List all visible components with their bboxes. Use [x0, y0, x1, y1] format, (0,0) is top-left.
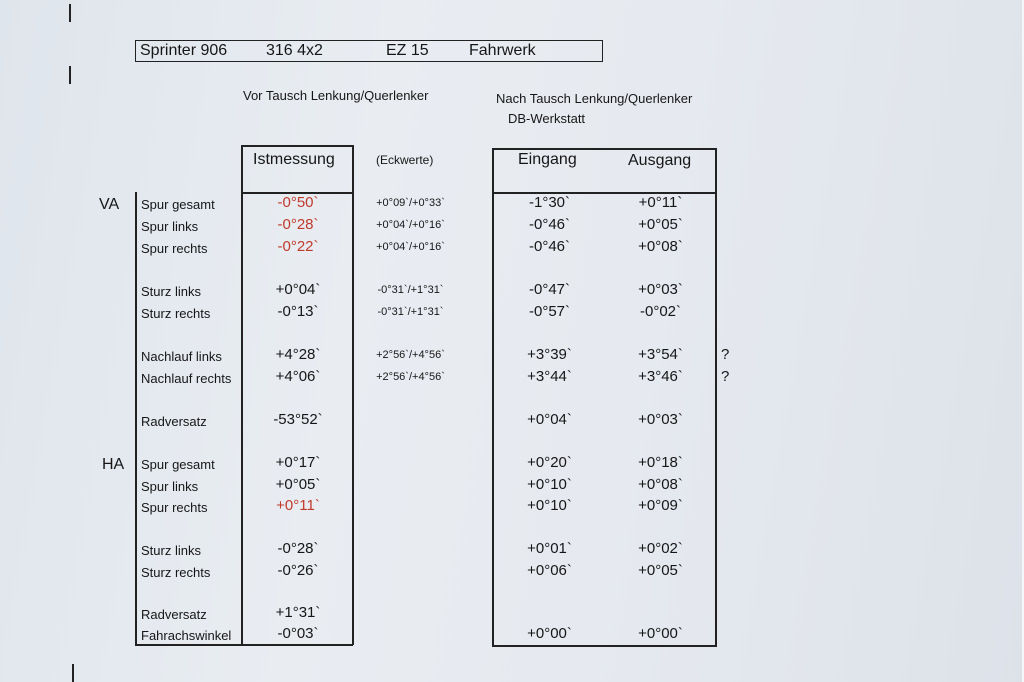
value-istmessung: -0°26`: [277, 562, 319, 579]
value-istmessung: -0°03`: [277, 625, 319, 642]
title-ez: EZ 15: [386, 42, 429, 59]
row-label: Spur links: [141, 219, 199, 234]
value-eingang: -0°47`: [528, 281, 570, 298]
value-eckwerte: +0°04`/+0°16`: [376, 219, 445, 231]
value-ausgang: +0°11`: [638, 194, 683, 211]
header-before: Vor Tausch Lenkung/Querlenker: [243, 88, 429, 103]
axle-front-label: VA: [99, 196, 120, 213]
row-label: Spur links: [141, 479, 199, 494]
column-ist: Istmessung: [253, 151, 335, 168]
title-topic: Fahrwerk: [469, 42, 536, 59]
value-eckwerte: -0°31`/+1°31`: [377, 284, 444, 296]
question-mark: ?: [721, 368, 730, 385]
margin-mark-bottom: [72, 664, 74, 682]
value-istmessung: +0°17`: [275, 454, 321, 471]
value-ausgang: +0°03`: [638, 411, 683, 428]
row-label: Sturz links: [141, 543, 201, 558]
value-eckwerte: -0°31`/+1°31`: [377, 306, 444, 318]
axle-rear-label: HA: [102, 456, 125, 473]
line-ist-left: [241, 145, 243, 645]
line-after-left: [492, 148, 494, 646]
column-ausgang: Ausgang: [628, 152, 692, 169]
value-istmessung: +4°28`: [275, 346, 321, 363]
row-label: Spur rechts: [141, 500, 208, 515]
value-eingang: +3°39`: [527, 346, 572, 363]
value-eingang: +0°06`: [527, 562, 572, 579]
value-istmessung: +1°31`: [275, 604, 321, 621]
column-eingang: Eingang: [518, 151, 577, 168]
row-label: Nachlauf links: [141, 349, 222, 364]
value-eingang: -0°46`: [528, 216, 570, 233]
value-eckwerte: +2°56`/+4°56`: [376, 349, 445, 361]
value-istmessung: +0°11`: [276, 497, 320, 514]
value-ausgang: +0°00`: [638, 625, 683, 642]
value-ausgang: +0°05`: [638, 562, 683, 579]
line-after-top: [492, 148, 717, 150]
value-eingang: +0°20`: [527, 454, 572, 471]
title-model: Sprinter 906: [140, 42, 228, 59]
value-ausgang: +0°08`: [638, 238, 683, 255]
value-istmessung: +4°06`: [275, 368, 321, 385]
row-label: Radversatz: [141, 414, 207, 429]
line-table-bottom: [135, 644, 353, 646]
value-istmessung: -53°52`: [273, 411, 323, 428]
line-after-right: [715, 148, 717, 646]
value-istmessung: -0°28`: [277, 216, 319, 233]
value-eckwerte: +2°56`/+4°56`: [376, 371, 445, 383]
value-istmessung: +0°05`: [275, 476, 321, 493]
document-title-box: [135, 40, 603, 62]
value-eingang: +3°44`: [527, 368, 572, 385]
row-label: Fahrachswinkel: [141, 628, 232, 643]
value-ausgang: +0°02`: [638, 540, 683, 557]
row-label: Spur gesamt: [141, 197, 215, 212]
value-eingang: +0°00`: [527, 625, 572, 642]
value-eingang: +0°01`: [527, 540, 572, 557]
value-istmessung: -0°22`: [277, 238, 319, 255]
margin-mark-middle: [69, 66, 71, 84]
value-eckwerte: +0°04`/+0°16`: [376, 241, 445, 253]
value-ausgang: +0°08`: [638, 476, 683, 493]
header-after: Nach Tausch Lenkung/Querlenker: [496, 91, 693, 106]
title-engine: 316 4x2: [266, 42, 323, 59]
value-eingang: +0°04`: [527, 411, 572, 428]
value-istmessung: -0°13`: [277, 303, 319, 320]
row-label: Spur rechts: [141, 241, 208, 256]
row-label: Spur gesamt: [141, 457, 215, 472]
row-label: Sturz rechts: [141, 565, 211, 580]
value-eingang: -0°46`: [528, 238, 570, 255]
value-istmessung: -0°28`: [277, 540, 319, 557]
row-label: Sturz links: [141, 284, 201, 299]
value-ausgang: +0°03`: [638, 281, 683, 298]
value-ausgang: +0°09`: [638, 497, 683, 514]
line-ist-top: [241, 145, 353, 147]
value-istmessung: -0°50`: [277, 194, 319, 211]
value-eckwerte: +0°09`/+0°33`: [376, 197, 445, 209]
row-label: Sturz rechts: [141, 306, 211, 321]
line-ist-right: [352, 145, 354, 645]
value-ausgang: +3°46`: [638, 368, 683, 385]
question-mark: ?: [721, 346, 730, 363]
value-eingang: -0°57`: [528, 303, 570, 320]
value-ausgang: +3°54`: [638, 346, 683, 363]
row-label: Nachlauf rechts: [141, 371, 232, 386]
value-eingang: +0°10`: [527, 497, 572, 514]
value-istmessung: +0°04`: [275, 281, 321, 298]
header-after-sub: DB-Werkstatt: [508, 111, 586, 126]
value-ausgang: -0°02`: [639, 303, 681, 320]
column-eckwerte: (Eckwerte): [376, 153, 434, 167]
row-label: Radversatz: [141, 607, 207, 622]
value-eingang: -1°30`: [528, 194, 570, 211]
value-ausgang: +0°18`: [638, 454, 683, 471]
line-label-left: [135, 192, 137, 645]
line-after-bottom: [492, 645, 717, 647]
margin-mark-top: [69, 4, 71, 22]
value-ausgang: +0°05`: [638, 216, 683, 233]
value-eingang: +0°10`: [527, 476, 572, 493]
